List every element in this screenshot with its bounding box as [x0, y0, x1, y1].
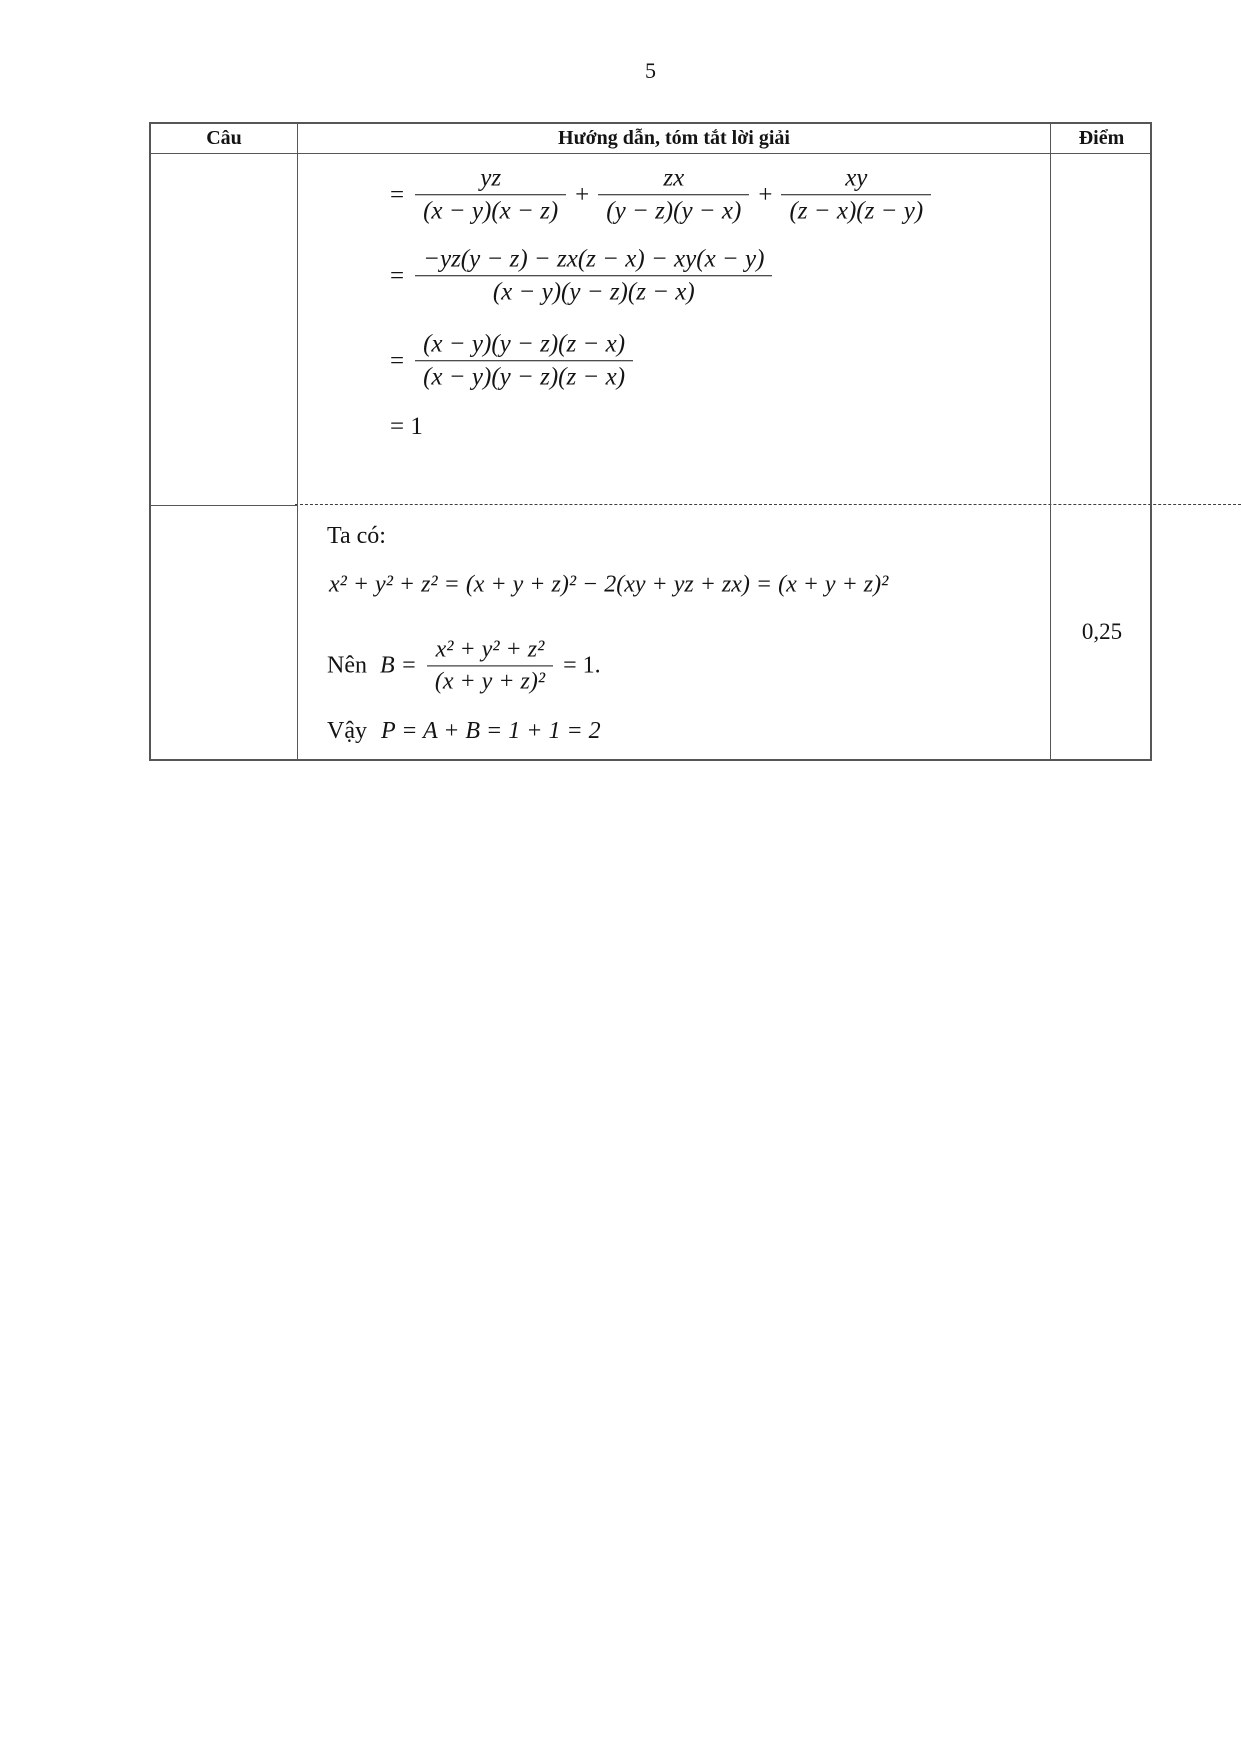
- intro-text: Ta có:: [327, 523, 386, 549]
- vay-equation-line: [327, 718, 601, 745]
- identity-formula: x² + y² + z² = (x + y + z)² − 2(xy + yz + zx) = (x + y + z)²: [329, 571, 889, 598]
- column-divider-2: [1050, 124, 1051, 759]
- equation-line-1: [390, 164, 931, 226]
- fraction-numerator: zx: [663, 164, 685, 192]
- header-cell-diem: Điểm: [1078, 127, 1125, 149]
- plus-sign: +: [575, 181, 590, 208]
- column-divider-1: [297, 124, 298, 759]
- vay-label: Vậy: [327, 718, 367, 744]
- nen-label: Nên: [327, 652, 367, 679]
- nen-equation-line: [327, 636, 601, 695]
- fraction: [415, 245, 772, 307]
- fraction-numerator: x² + y² + z²: [435, 636, 545, 663]
- row-divider-solid: [151, 505, 297, 506]
- b-equals: B =: [379, 652, 417, 679]
- fraction-numerator: yz: [480, 164, 502, 192]
- vay-formula: P = A + B = 1 + 1 = 2: [380, 718, 601, 744]
- fraction-denominator: (x − y)(x − z): [423, 197, 559, 224]
- fraction: [427, 636, 553, 695]
- fraction-numerator: xy: [845, 164, 868, 192]
- fraction-numerator: (x − y)(y − z)(z − x): [423, 330, 626, 358]
- header-cell-cau: Câu: [206, 127, 242, 149]
- equals-sign: =: [390, 262, 405, 289]
- equation-line-3: [390, 330, 633, 392]
- fraction-2: [598, 164, 749, 226]
- fraction: [415, 330, 633, 392]
- fraction-denominator: (x − y)(y − z)(z − x): [492, 278, 695, 305]
- equation-line-4: = 1: [390, 413, 423, 440]
- fraction-denominator: (x − y)(y − z)(z − x): [423, 363, 626, 390]
- equals-sign: =: [390, 347, 405, 374]
- fraction-1: [415, 164, 566, 226]
- equation-line-2: [390, 245, 772, 307]
- fraction-denominator: (y − z)(y − x): [606, 197, 742, 224]
- fraction-3: [781, 164, 931, 226]
- equals-sign: =: [390, 181, 405, 208]
- fraction-denominator: (z − x)(z − y): [789, 197, 924, 224]
- plus-sign: +: [758, 181, 773, 208]
- solution-table: [149, 122, 1152, 761]
- page-number: 5: [645, 58, 656, 83]
- header-cell-guide: Hướng dẫn, tóm tắt lời giải: [558, 127, 790, 149]
- fraction-numerator: −yz(y − z) − zx(z − x) − xy(x − y): [423, 245, 765, 273]
- header-divider: [151, 153, 1150, 154]
- score-value: 0,25: [1081, 619, 1123, 644]
- fraction-denominator: (x + y + z)²: [434, 668, 546, 694]
- equals-one: = 1.: [563, 652, 601, 679]
